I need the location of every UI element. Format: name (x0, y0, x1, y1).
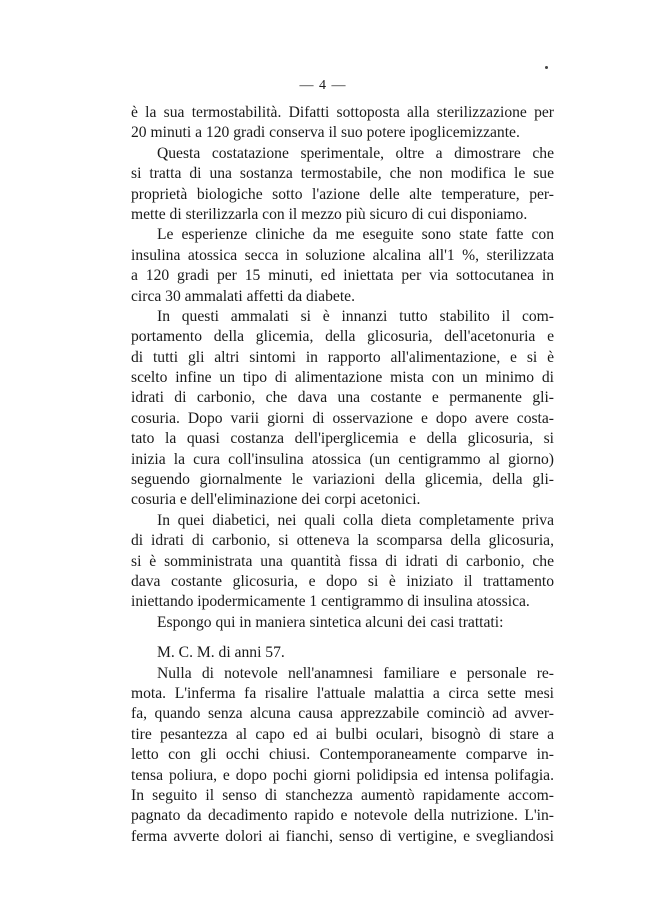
text-line: cosuria. Dopo varii giorni di osservazione e dopo avere costa- (131, 409, 554, 427)
text-line: si tratta di una sostanza termostabile, che non modifica le sue (131, 165, 554, 183)
text-line: mette di sterilizzarla con il mezzo più sicuro di cui disponiamo. (131, 205, 528, 223)
text-line: dava costante glicosuria, e dopo si è iniziato il trattamento (131, 572, 554, 590)
text-line: tato la quasi costanza dell'iperglicemia e della glicosuria, si (131, 430, 554, 448)
text-line: In questi ammalati si è innanzi tutto stabilito il com- (157, 307, 554, 325)
text-line: a 120 gradi per 15 minuti, ed iniettata per via sottocutanea in (131, 267, 554, 285)
text-line: iniettando ipodermicamente 1 centigrammo di insulina atossica. (131, 593, 530, 611)
text-line: tensa poliura, e dopo pochi giorni polidipsia ed intensa polifagia. (131, 766, 554, 784)
text-line: di tutti gli altri sintomi in rapporto all'alimentazione, e si è (131, 348, 554, 366)
text-line: letto con gli occhi chiusi. Contemporaneamente comparve in- (131, 746, 554, 764)
paragraph-gap (131, 633, 554, 643)
paper-speck (545, 66, 548, 69)
text-line: idrati di carbonio, che dava una costante e permanente gli- (131, 389, 554, 407)
text-line: Questa costatazione sperimentale, oltre a dimostrare che (157, 144, 554, 162)
text-line: inizia la cura coll'insulina atossica (un centigrammo al giorno) (131, 450, 554, 468)
text-line: fa, quando senza alcuna causa apprezzabile cominciò ad avver- (131, 705, 554, 723)
text-line: Espongo qui in maniera sintetica alcuni dei casi trattati: (157, 613, 504, 631)
text-line: di idrati di carbonio, si otteneva la scomparsa della glicosuria, (131, 532, 554, 550)
text-line: proprietà biologiche sotto l'azione delle alte temperature, per- (131, 185, 554, 203)
text-line: pagnato da decadimento rapido e notevole della nutrizione. L'in- (131, 807, 554, 825)
text-line: è la sua termostabilità. Difatti sottoposta alla sterilizzazione per (131, 104, 554, 121)
text-line: In quei diabetici, nei quali colla dieta completamente priva (157, 511, 554, 529)
text-line: In seguito il senso di stanchezza aumentò rapidamente accom- (131, 786, 554, 804)
text-line: seguendo giornalmente le variazioni della glicemia, della gli- (131, 471, 554, 489)
text-line: mota. L'inferma fa risalire l'attuale malattia a circa sette mesi (131, 684, 554, 702)
text-line: circa 30 ammalati affetti da diabete. (131, 287, 355, 305)
text-line: Le esperienze cliniche da me eseguite sono state fatte con (157, 226, 554, 244)
text-line: ferma avverte dolori ai fianchi, senso di vertigine, e svegliandosi (131, 827, 554, 845)
page-number: — 4 — (299, 78, 347, 93)
text-line: cosuria e dell'eliminazione dei corpi acetonici. (131, 491, 421, 509)
text-line: insulina atossica secca in soluzione alcalina all'1 %, sterilizzata (131, 246, 554, 264)
text-line: 20 minuti a 120 gradi conserva il suo potere ipoglicemizzante. (131, 124, 520, 142)
text-line: M. C. M. di anni 57. (157, 644, 285, 662)
text-line: portamento della glicemia, della glicosuria, dell'acetonuria e (131, 328, 554, 346)
text-line: si è somministrata una quantità fissa di idrati di carbonio, che (131, 552, 554, 570)
text-line: tire pesantezza al capo ed ai bulbi oculari, bisognò di stare a (131, 725, 554, 743)
text-line: Nulla di notevole nell'anamnesi familiare e personale re- (157, 664, 554, 682)
body-text (131, 103, 554, 847)
text-line: scelto infine un tipo di alimentazione mista con un minimo di (131, 369, 554, 387)
